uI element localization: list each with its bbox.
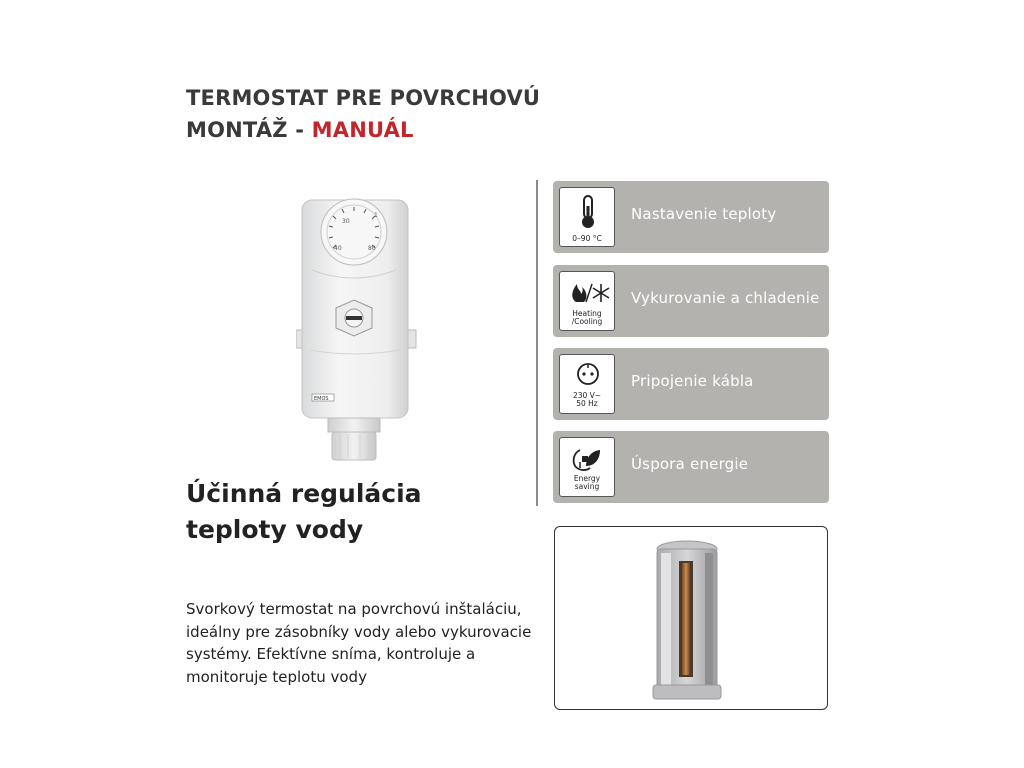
feature-label: Pripojenie kábla [631, 372, 754, 390]
title-accent: MANUÁL [311, 118, 414, 142]
heating-caption-line-1: Heating [572, 309, 602, 318]
thermometer-caption: 0–90 °C [572, 234, 602, 243]
svg-text:80: 80 [368, 245, 376, 252]
socket-caption-line-1: 230 V~ [572, 391, 602, 400]
thermostat-product-image [296, 190, 426, 465]
plug-leaf-icon [559, 437, 615, 497]
svg-text:40: 40 [334, 245, 342, 252]
feature-cable-connection [553, 348, 829, 420]
title-line-1: TERMOSTAT PRE POVRCHOVÚ [186, 86, 541, 110]
sensor-detail-image [554, 526, 828, 710]
title-prefix: MONTÁŽ - [186, 118, 312, 142]
thermometer-icon [559, 187, 615, 247]
headline-line-1: Účinná regulácia [186, 479, 422, 508]
energy-caption-line-1: Energy [573, 474, 601, 483]
flame-snowflake-icon [559, 271, 615, 331]
title-line-2 [186, 114, 540, 146]
page-title [186, 82, 540, 146]
heating-caption-line-2: /Cooling [571, 317, 603, 326]
brand-label: EMOS [314, 396, 329, 402]
feature-label: Vykurovanie a chladenie [631, 289, 820, 307]
product-description: Svorkový termostat na povrchovú inštaláciu, ideálny pre zásobníky vody alebo vykurovacie systémy. Efektívne sníma, kontroluje a monitoruje teplotu vody [186, 600, 532, 686]
energy-caption-line-2: saving [574, 482, 600, 491]
headline [186, 476, 422, 548]
headline-line-2: teploty vody [186, 515, 364, 544]
feature-heating-cooling [553, 265, 829, 337]
feature-energy-saving [553, 431, 829, 503]
svg-text:30: 30 [342, 218, 350, 225]
svg-text:1: 1 [374, 212, 378, 219]
vertical-divider [536, 180, 538, 506]
socket-icon [559, 354, 615, 414]
socket-caption-line-2: 50 Hz [576, 399, 598, 408]
feature-label: Nastavenie teploty [631, 205, 777, 223]
feature-temperature-setting [553, 181, 829, 253]
feature-label: Úspora energie [631, 455, 749, 473]
